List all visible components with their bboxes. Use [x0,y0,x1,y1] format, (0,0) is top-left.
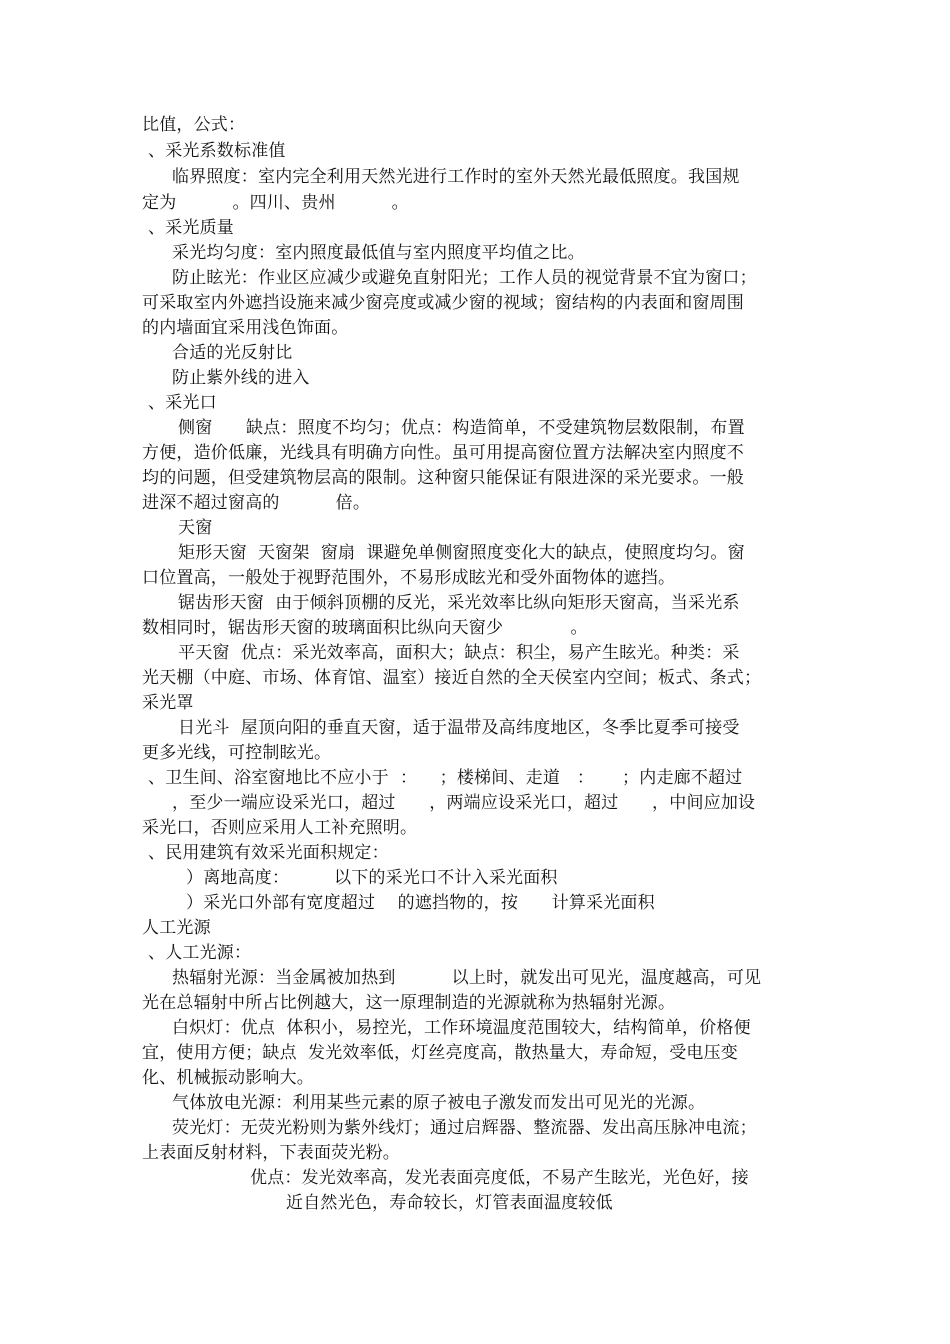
text-line: 数相同时，锯齿形天窗的玻璃面积比纵向天窗少 。 [142,618,588,638]
text-line: 日光斗 屋顶向阳的垂直天窗，适于温带及高纬度地区，冬季比夏季可接受 [178,718,740,738]
text-line: 宜，使用方便；缺点 发光效率低，灯丝亮度高，散热量大，寿命短，受电压变 [142,1043,739,1063]
text-line: 荧光灯：无荧光粉则为紫外线灯；通过启辉器、整流器、发出高压脉冲电流； [172,1118,757,1138]
chapter-heading: 人工光源 [142,918,211,938]
list-item: ）离地高度： 以下的采光口不计入采光面积 [186,868,558,888]
text-line: 防止紫外线的进入 [172,368,310,388]
text-line: 气体放电光源：利用某些元素的原子被电子激发而发出可见光的光源。 [172,1093,706,1113]
text-line: 光天棚（中庭、市场、体育馆、温室）接近自然的全天侯室内空间；板式、条式； [142,668,762,688]
text-line: 白炽灯：优点 体积小，易控光，工作环境温度范围较大，结构简单，价格便 [172,1018,751,1038]
text-line: ，至少一端应设采光口，超过 ，两端应设采光口，超过 ，中间应加设 [172,793,756,813]
text-line: 近自然光色，寿命较长，灯管表面温度较低 [286,1193,613,1213]
text-line: 方便，造价低廉，光线具有明确方向性。虽可用提高窗位置方法解决室内照度不 [142,443,744,463]
text-line: 进深不超过窗高的 倍。 [142,493,371,513]
text-line: 采光罩 [142,693,194,713]
text-line: 均的问题，但受建筑物层高的限制。这种窗只能保证有限进深的采光要求。一般 [142,468,744,488]
section-heading: 、采光系数标准值 [148,141,286,161]
text-line: 采光口，否则应采用人工补充照明。 [142,818,418,838]
text-line: 热辐射光源：当金属被加热到 以上时，就发出可见光，温度越高，可见 [172,968,762,988]
text-line: 防止眩光：作业区应减少或避免直射阳光；工作人员的视觉背景不宜为窗口； [172,268,757,288]
text-line: 平天窗 优点：采光效率高，面积大；缺点：积尘，易产生眩光。种类：采 [178,643,740,663]
text-line: 侧窗 缺点：照度不均匀；优点：构造简单，不受建筑物层数限制，布置 [178,418,745,438]
subsection-heading: 天窗 [178,518,213,538]
text-line: 的内墙面宜采用浅色饰面。 [142,318,349,338]
text-line: 、卫生间、浴室窗地比不应小于 ： ；楼梯间、走道 ： ；内走廊不超过 [148,768,743,788]
section-heading: 、采光质量 [148,218,234,238]
text-line: 比值，公式： [142,115,246,135]
text-line: 锯齿形天窗 由于倾斜顶棚的反光，采光效率比纵向矩形天窗高，当采光系 [178,593,740,613]
text-line: 矩形天窗 天窗架 窗扇 课避免单侧窗照度变化大的缺点，使照度均匀。窗 [178,543,745,563]
section-heading: 、采光口 [148,393,217,413]
text-line: 光在总辐射中所占比例越大，这一原理制造的光源就称为热辐射光源。 [142,993,676,1013]
text-line: 更多光线，可控制眩光。 [142,743,332,763]
section-heading: 、民用建筑有效采光面积规定： [148,843,389,863]
text-line: 口位置高，一般处于视野范围外，不易形成眩光和受外面物体的遮挡。 [142,568,676,588]
text-line: 化、机械振动影响大。 [142,1068,314,1088]
text-line: 定为 。四川、贵州 。 [142,193,409,213]
text-line: 采光均匀度：室内照度最低值与室内照度平均值之比。 [172,243,585,263]
text-line: 可采取室内外遮挡设施来减少窗亮度或减少窗的视域；窗结构的内表面和窗周围 [142,293,744,313]
section-heading: 、人工光源： [148,943,252,963]
text-line: 合适的光反射比 [172,343,293,363]
text-line: 临界照度：室内完全利用天然光进行工作时的室外天然光最低照度。我国规 [172,167,740,187]
list-item: ）采光口外部有宽度超过 的遮挡物的，按 计算采光面积 [186,893,655,913]
text-line: 上表面反射材料，下表面荧光粉。 [142,1143,400,1163]
text-line: 优点：发光效率高，发光表面亮度低，不易产生眩光，光色好，接 [250,1168,749,1188]
